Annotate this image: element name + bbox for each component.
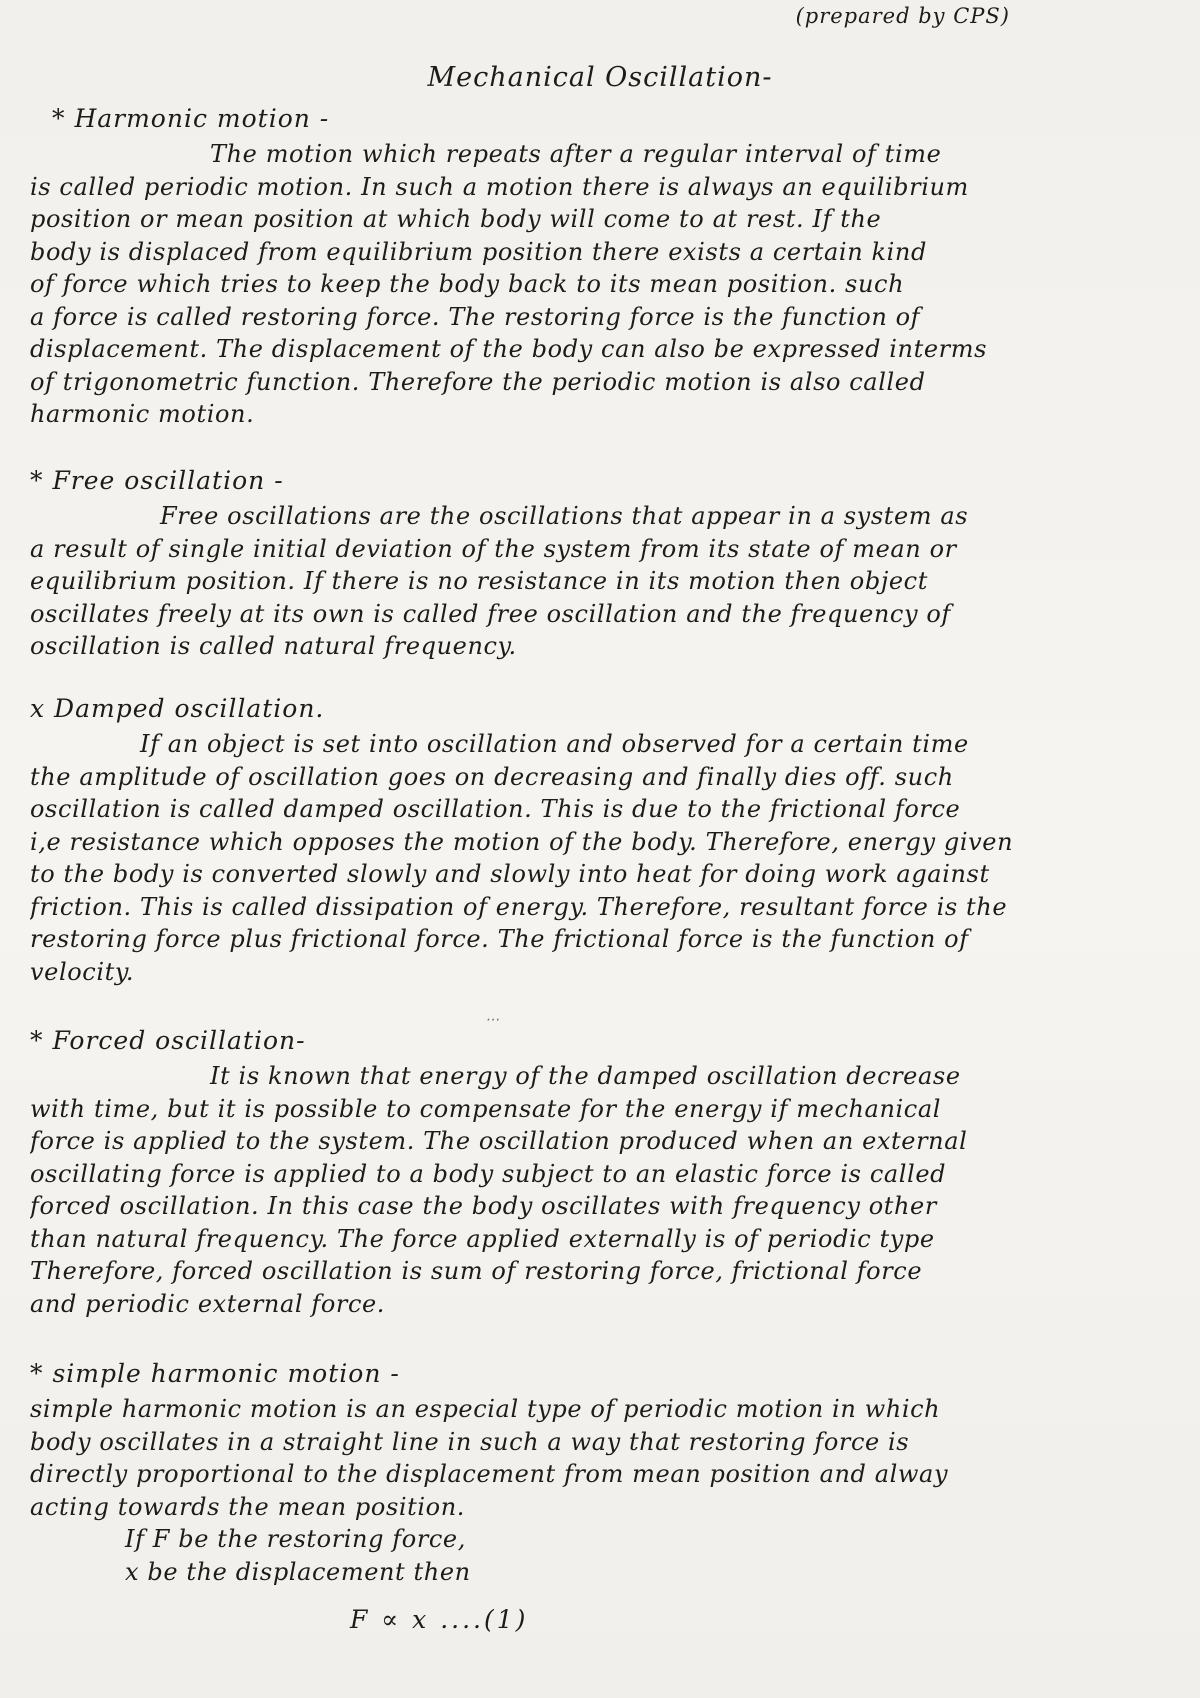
text-line: If an object is set into oscillation and observed for a certain time bbox=[140, 730, 969, 758]
text-line: It is known that energy of the damped oscillation decrease bbox=[210, 1062, 961, 1090]
text-line: the amplitude of oscillation goes on decreasing and finally dies off. such bbox=[30, 762, 954, 791]
text-line: oscillating force is applied to a body subject to an elastic force is called bbox=[30, 1159, 947, 1188]
text-line: acting towards the mean position. bbox=[30, 1492, 465, 1521]
section-heading: * Harmonic motion - bbox=[52, 104, 330, 133]
text-line: oscillates freely at its own is called free oscillation and the frequency of bbox=[30, 599, 951, 628]
text-line: a force is called restoring force. The restoring force is the function of bbox=[30, 302, 921, 331]
text-line: force is applied to the system. The oscillation produced when an external bbox=[30, 1127, 968, 1155]
section-forced-oscillation bbox=[30, 1022, 1170, 1320]
text-line: x be the displacement then bbox=[125, 1557, 471, 1586]
text-line: of force which tries to keep the body back to its mean position. such bbox=[30, 270, 905, 298]
text-line: with time, but it is possible to compensate for the energy if mechanical bbox=[30, 1094, 942, 1123]
text-line: If F be the restoring force, bbox=[125, 1525, 466, 1553]
text-line: The motion which repeats after a regular interval of time bbox=[210, 140, 942, 168]
text-line: friction. This is called dissipation of energy. Therefore, resultant force is the bbox=[30, 892, 1008, 921]
text-line: Therefore, forced oscillation is sum of restoring force, frictional force bbox=[30, 1257, 923, 1285]
text-line: and periodic external force. bbox=[30, 1289, 386, 1318]
section-heading: * Free oscillation - bbox=[30, 466, 284, 495]
section-heading: x Damped oscillation. bbox=[30, 694, 325, 723]
text-line: simple harmonic motion is an especial type of periodic motion in which bbox=[30, 1395, 941, 1423]
text-line: harmonic motion. bbox=[30, 400, 255, 428]
section-free-oscillation bbox=[30, 462, 1170, 663]
equation: F ∝ x ....(1) bbox=[350, 1605, 529, 1634]
stray-mark: ⋯ bbox=[485, 1012, 499, 1028]
section-heading: * Forced oscillation- bbox=[30, 1026, 306, 1055]
section-simple-harmonic-motion bbox=[30, 1355, 1170, 1637]
text-line: equilibrium position. If there is no resistance in its motion then object bbox=[30, 567, 928, 595]
page-title: Mechanical Oscillation- bbox=[427, 62, 773, 93]
text-line: displacement. The displacement of the body can also be expressed interms bbox=[30, 335, 988, 363]
text-line: oscillation is called damped oscillation. This is due to the frictional force bbox=[30, 795, 961, 823]
text-line: velocity. bbox=[30, 957, 135, 986]
text-line: directly proportional to the displacement from mean position and alway bbox=[30, 1460, 949, 1488]
text-line: than natural frequency. The force applied externally is of periodic type bbox=[30, 1224, 935, 1253]
text-line: body oscillates in a straight line in such a way that restoring force is bbox=[30, 1427, 910, 1456]
text-line: i,e resistance which opposes the motion of the body. Therefore, energy given bbox=[30, 827, 1014, 856]
text-line: body is displaced from equilibrium position there exists a certain kind bbox=[30, 237, 927, 266]
text-line: of trigonometric function. Therefore the periodic motion is also called bbox=[30, 367, 926, 396]
text-line: restoring force plus frictional force. The frictional force is the function of bbox=[30, 925, 969, 953]
text-line: Free oscillations are the oscillations that appear in a system as bbox=[160, 502, 969, 530]
text-line: a result of single initial deviation of the system from its state of mean or bbox=[30, 534, 957, 563]
section-damped-oscillation bbox=[30, 690, 1170, 988]
section-heading: * simple harmonic motion - bbox=[30, 1359, 400, 1388]
text-line: oscillation is called natural frequency. bbox=[30, 632, 517, 660]
text-line: to the body is converted slowly and slowly into heat for doing work against bbox=[30, 860, 990, 888]
text-line: is called periodic motion. In such a motion there is always an equilibrium bbox=[30, 172, 969, 201]
section-harmonic-motion bbox=[30, 100, 1170, 431]
credit-note: (prepared by CPS) bbox=[795, 4, 1010, 28]
text-line: forced oscillation. In this case the body oscillates with frequency other bbox=[30, 1192, 937, 1220]
text-line: position or mean position at which body will come to at rest. If the bbox=[30, 205, 882, 233]
